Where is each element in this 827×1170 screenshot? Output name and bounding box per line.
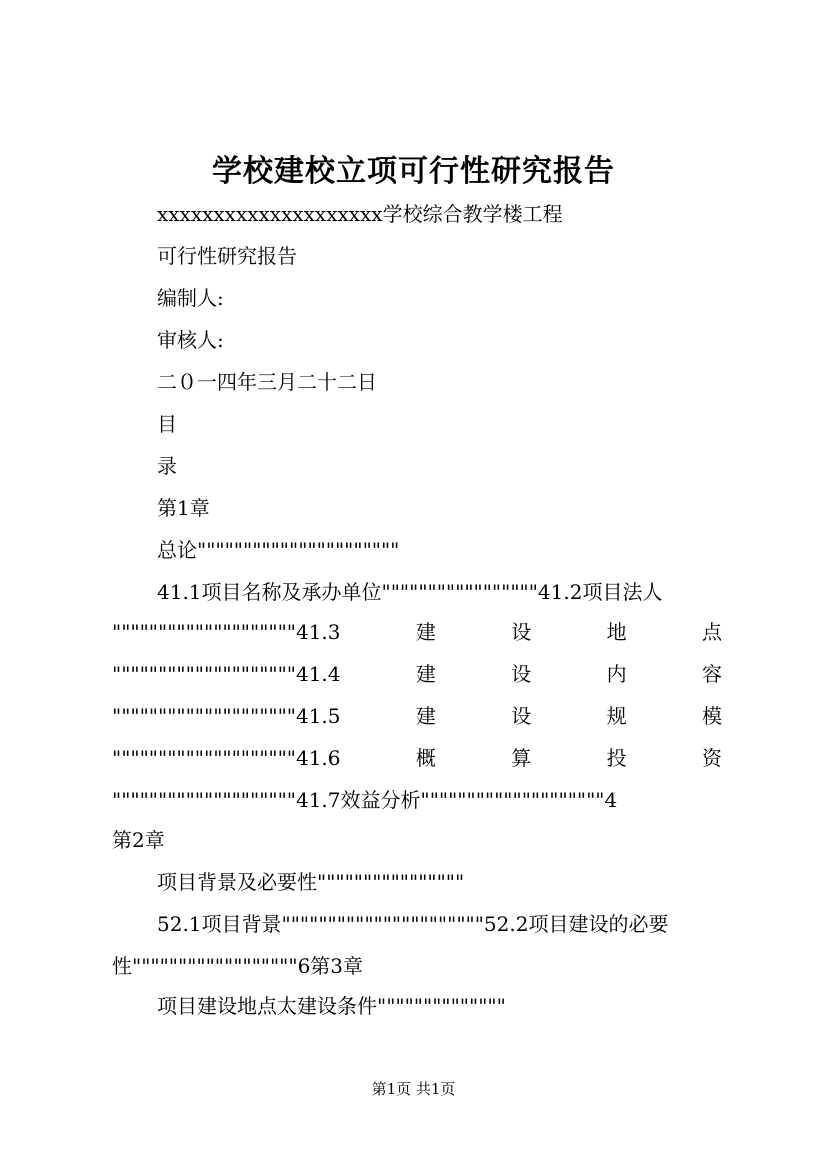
toc-entry-1-6	[112, 745, 722, 771]
toc-entry-char: 容	[701, 662, 722, 686]
toc-entry-2-1: 52.1项目背景""""""""""""""""""""""52.2项目建设的必要	[157, 912, 669, 936]
chapter-3-title: 项目建设地点太建设条件""""""""""""""	[157, 994, 506, 1018]
toc-entry-1-3	[112, 619, 722, 645]
toc-heading-char-2: 录	[157, 454, 177, 478]
toc-entry-char: 建	[415, 662, 436, 686]
reviewer-label: 审核人:	[157, 328, 224, 352]
toc-entry-1-5	[112, 703, 722, 729]
chapter-1-label: 第1章	[157, 496, 210, 520]
page-footer: 第1页 共1页	[371, 1080, 456, 1098]
project-name-line: xxxxxxxxxxxxxxxxxxxx学校综合教学楼工程	[157, 202, 563, 226]
toc-entry-char: 规	[606, 704, 627, 728]
toc-entry-1-7: """"""""""""""""""""41.7效益分析""""""""""""""""""""4	[112, 788, 618, 812]
toc-entry-char: 点	[701, 620, 722, 644]
chapter-2-label: 第2章	[112, 828, 165, 852]
date-line: 二０一四年三月二十二日	[157, 370, 377, 394]
toc-heading-char-1: 目	[157, 412, 177, 436]
toc-entry-text: """"""""""""""""""""41.6	[112, 746, 341, 770]
toc-entry-2-2-continued: 性""""""""""""""""""6第3章	[112, 954, 364, 978]
toc-entry-char: 建	[415, 704, 436, 728]
chapter-2-title: 项目背景及必要性""""""""""""""""	[157, 870, 465, 894]
editor-label: 编制人:	[157, 286, 224, 310]
toc-entry-char: 投	[606, 746, 627, 770]
toc-entry-1-1: 41.1项目名称及承办单位"""""""""""""""""41.2项目法人	[157, 580, 663, 604]
toc-entry-char: 设	[511, 620, 532, 644]
toc-entry-char: 设	[511, 662, 532, 686]
toc-entry-text: """"""""""""""""""""41.3	[112, 620, 341, 644]
chapter-1-title: 总论""""""""""""""""""""""	[157, 538, 400, 562]
report-subtitle: 可行性研究报告	[157, 244, 297, 268]
toc-entry-char: 模	[701, 704, 722, 728]
toc-entry-char: 资	[701, 746, 722, 770]
toc-entry-char: 地	[606, 620, 627, 644]
toc-entry-text: """"""""""""""""""""41.4	[112, 662, 341, 686]
toc-entry-char: 概	[415, 746, 436, 770]
toc-entry-text: """"""""""""""""""""41.5	[112, 704, 341, 728]
toc-entry-char: 内	[606, 662, 627, 686]
toc-entry-char: 算	[511, 746, 532, 770]
toc-entry-char: 设	[511, 704, 532, 728]
document-title: 学校建校立项可行性研究报告	[212, 154, 615, 189]
toc-entry-char: 建	[415, 620, 436, 644]
toc-entry-1-4	[112, 661, 722, 687]
